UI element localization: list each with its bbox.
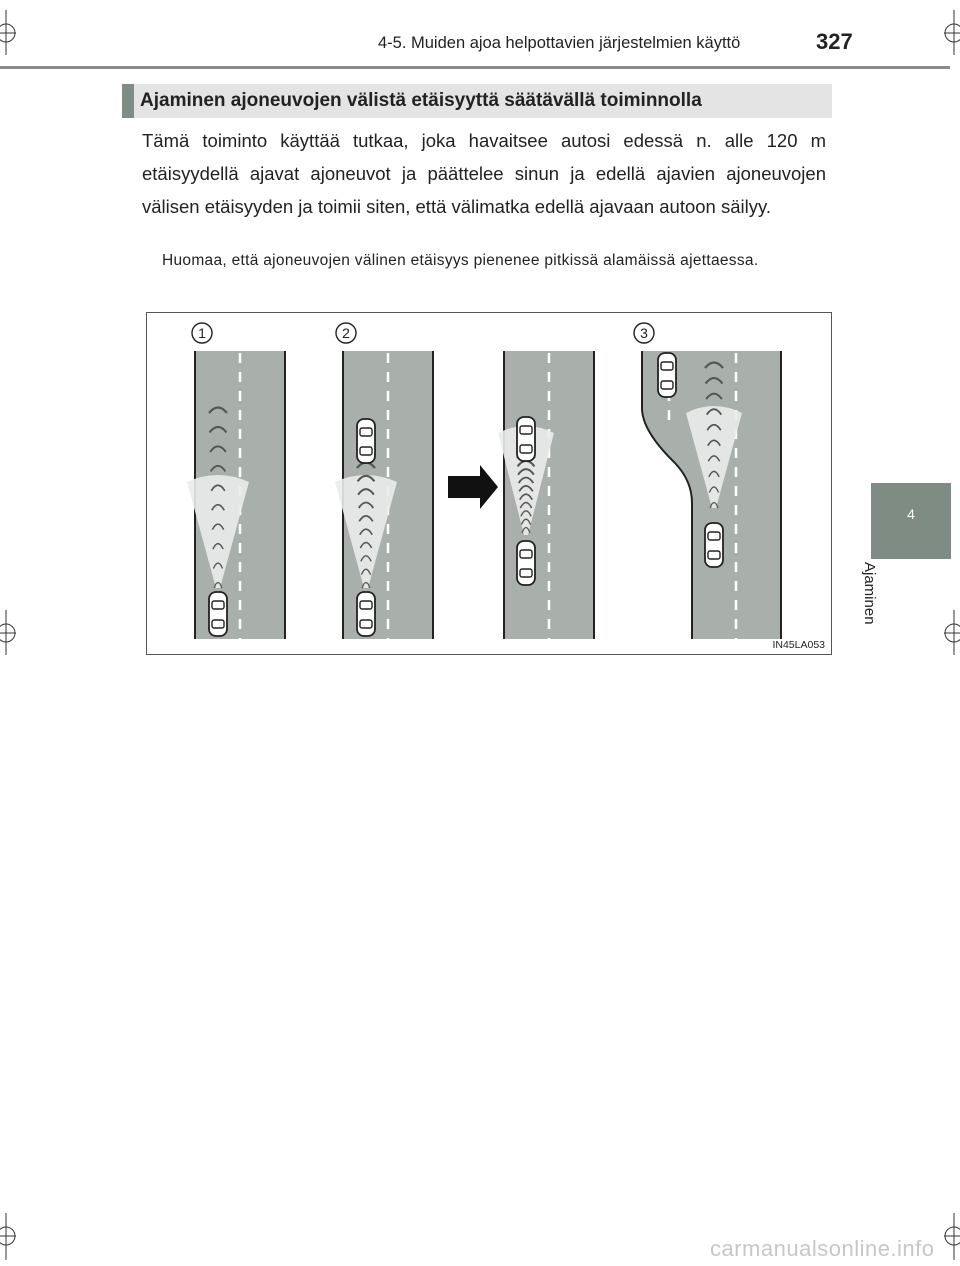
step-label-1: 1 — [198, 325, 206, 341]
own-car-2 — [357, 592, 375, 636]
own-car-2b-rear-window — [520, 569, 532, 577]
figure-code: IN45LA053 — [772, 639, 825, 651]
merging-car-3-windshield — [661, 362, 673, 370]
note-paragraph: Huomaa, että ajoneuvojen välinen etäisyys pienenee pitkissä alamäissä ajettaessa. — [162, 252, 759, 269]
own-car-2b — [517, 541, 535, 585]
step-label-3: 3 — [640, 325, 648, 341]
own-car-1-windshield — [212, 601, 224, 609]
chapter-number: 4 — [907, 506, 915, 522]
merging-car-3-rear-window — [661, 381, 673, 389]
own-car-3 — [705, 523, 723, 567]
running-header: 4-5. Muiden ajoa helpottavien järjestelmien käyttö — [378, 34, 741, 52]
own-car-1 — [209, 592, 227, 636]
own-car-2b-windshield — [520, 550, 532, 558]
page-number: 327 — [816, 29, 853, 54]
lead-car-2b-rear-window — [520, 445, 532, 453]
lead-car-2-rear-window — [360, 447, 372, 455]
own-car-2-rear-window — [360, 620, 372, 628]
own-car-1-rear-window — [212, 620, 224, 628]
section-heading: Ajaminen ajoneuvojen välistä etäisyyttä säätävällä toiminnolla — [140, 90, 702, 111]
transition-arrow — [448, 465, 498, 509]
body-paragraph: Tämä toiminto käyttää tutkaa, joka havaitsee autosi edessä n. alle 120 m etäisyydellä ajavat ajoneuvot ja päättelee sinun ja edellä ajavien ajoneuvojen välisen etäisyyden ja toimii siten, että välimatka edellä ajavaan autoon säilyy. — [142, 130, 826, 217]
lead-car-2-windshield — [360, 428, 372, 436]
own-car-2-windshield — [360, 601, 372, 609]
radar-illustration — [147, 313, 831, 654]
own-car-3-windshield — [708, 532, 720, 540]
chapter-label-text: Ajaminen — [861, 562, 878, 625]
merging-car-3 — [658, 353, 676, 397]
footer-watermark: carmanualsonline.info — [710, 1236, 935, 1261]
chapter-label — [861, 560, 900, 660]
header-rule — [0, 66, 950, 69]
lead-car-2b-windshield — [520, 426, 532, 434]
lead-car-2 — [357, 419, 375, 463]
radar-figure — [146, 312, 832, 655]
step-label-2: 2 — [342, 325, 350, 341]
lead-car-2b — [517, 417, 535, 461]
own-car-3-rear-window — [708, 551, 720, 559]
